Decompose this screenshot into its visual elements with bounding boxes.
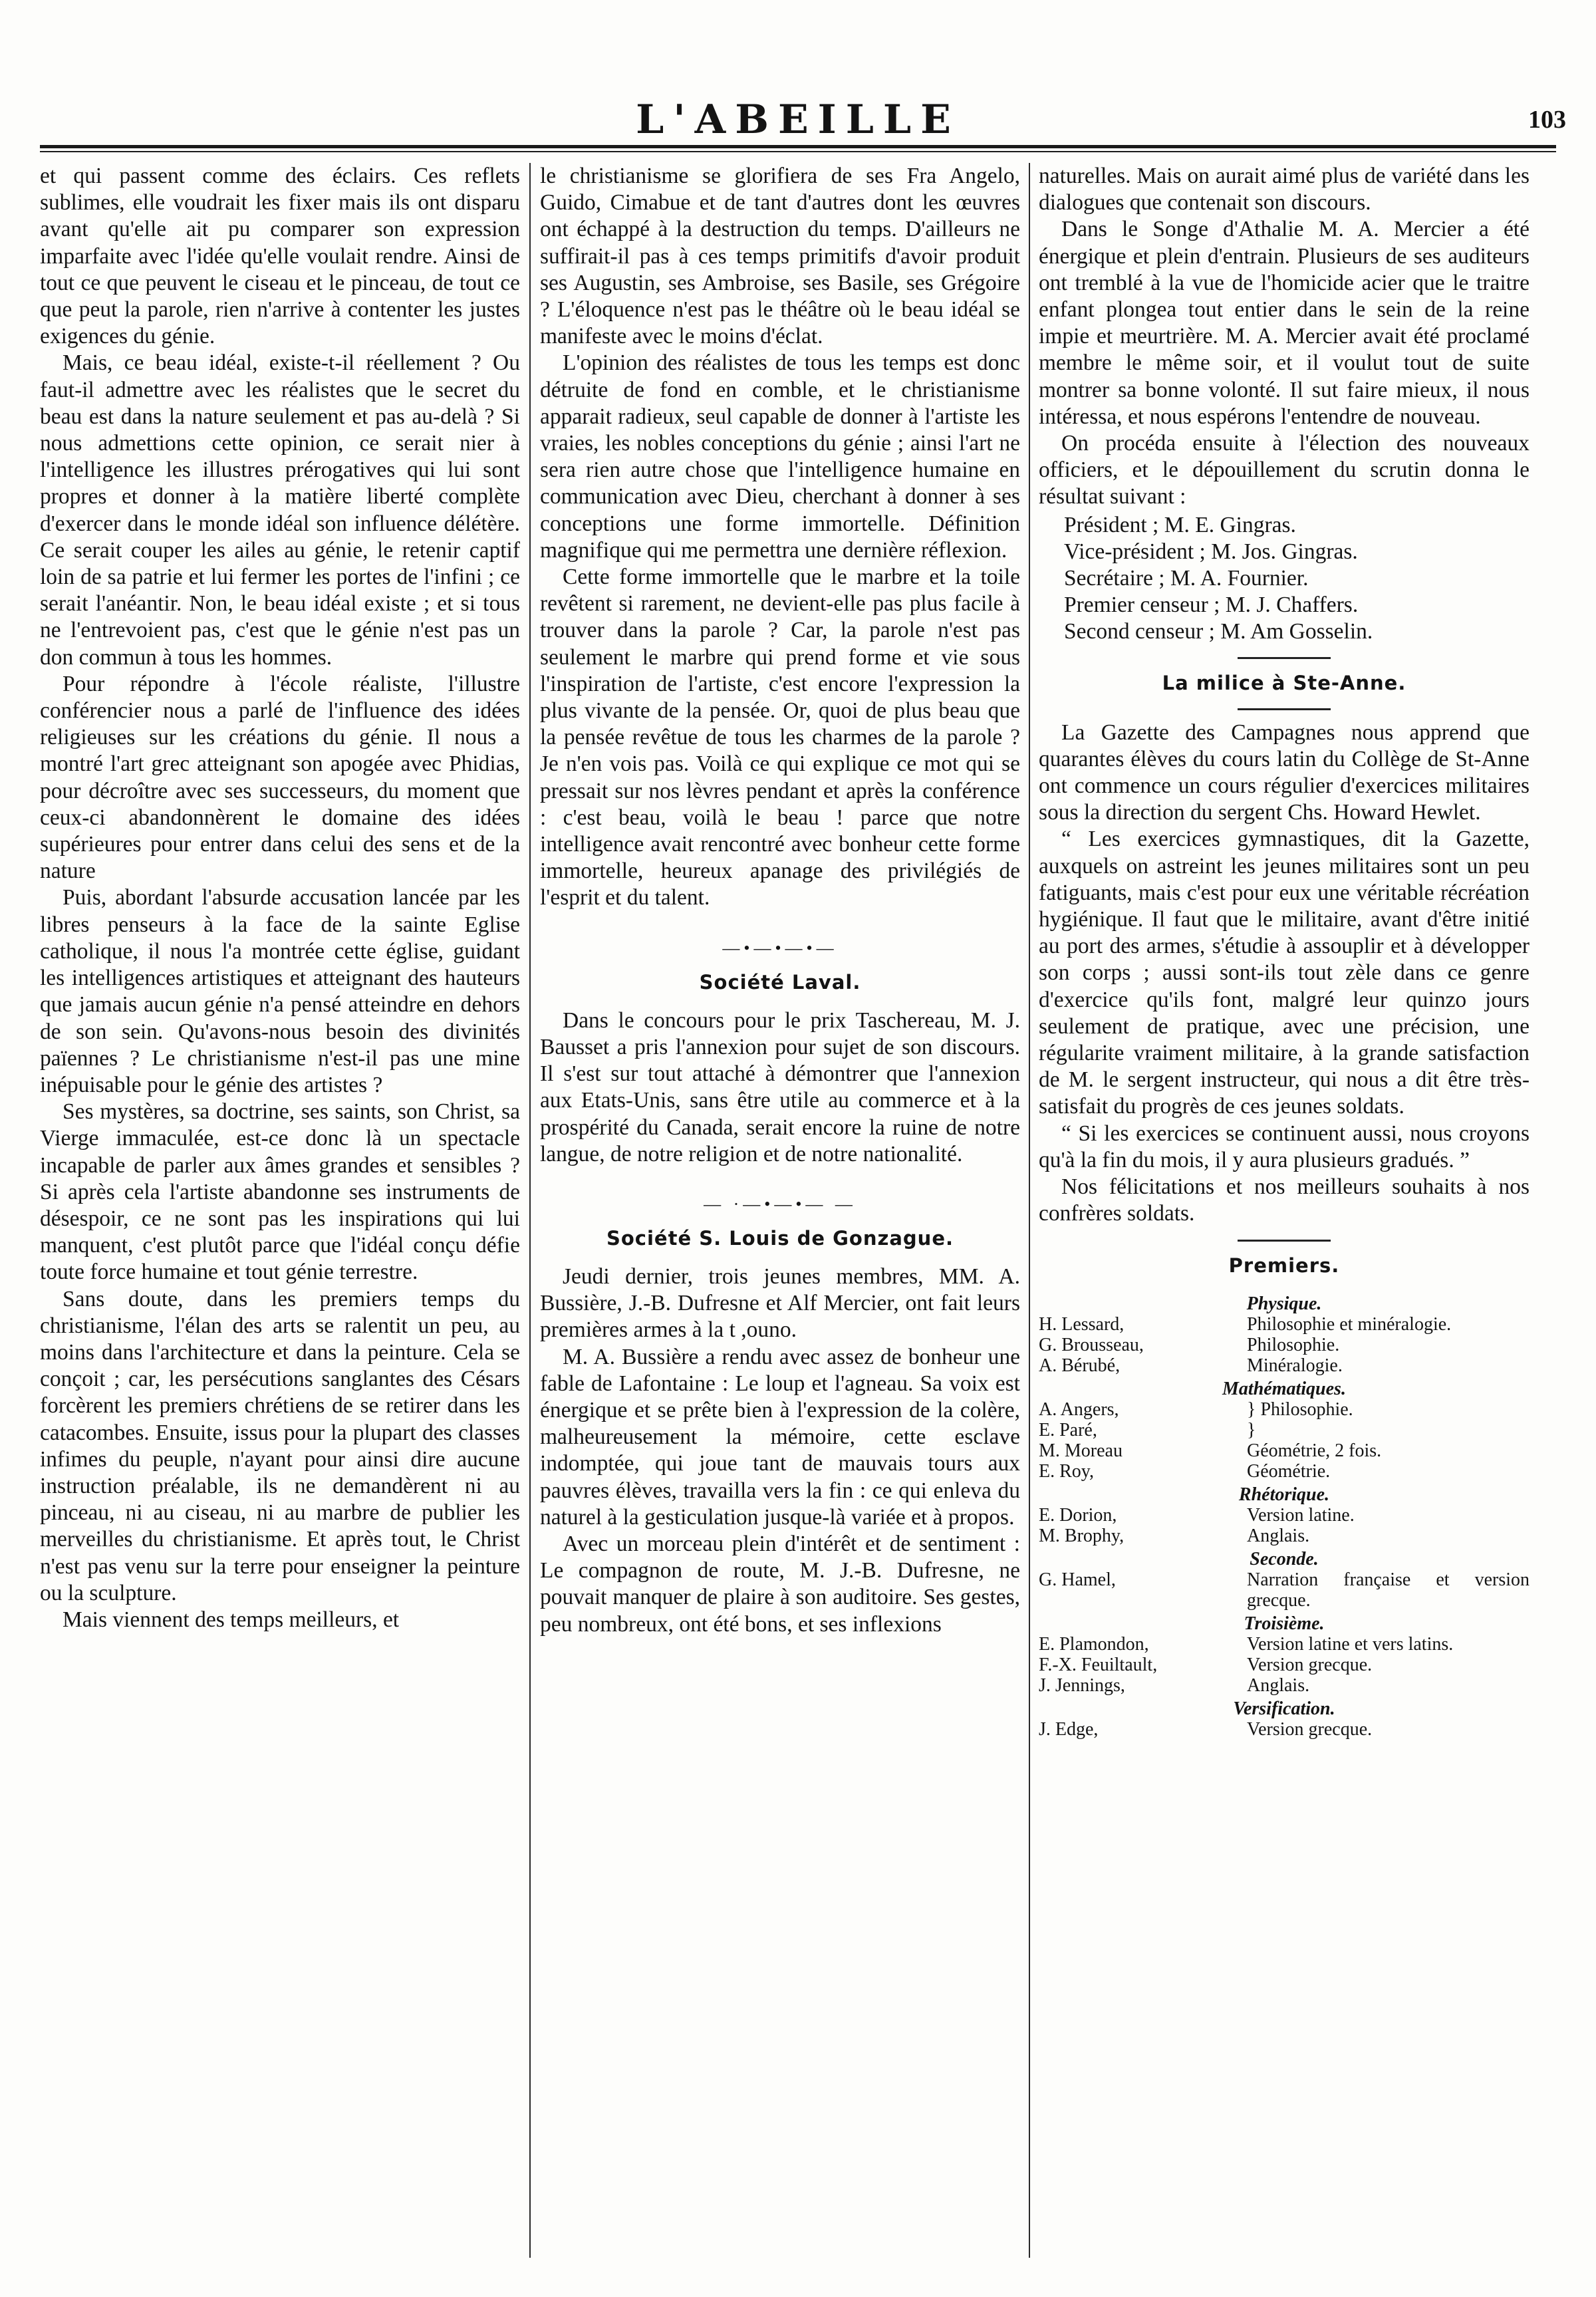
paragraph: Dans le concours pour le prix Taschereau, M. J. Bausset a pris l'annexion pour sujet de son discours. Il s'est sur tout attaché à démontrer que l'annexion aux Etats-Unis, sans être utile au commerce et à la prospérité du Canada, serait encore la ruine de notre langue, de notre religion et de notre nationalité.: [540, 1008, 1020, 1166]
paragraph: et qui passent comme des éclairs. Ces reflets sublimes, elle voudrait les fixer mais ils ont disparu avant qu'elle ait pu comparer son expression imparfaite avec l'idée qu'elle voulait rendre. Ainsi de tout ce que peuvent le ciseau et le pinceau, de tout ce que peut la parole, rien n'arrive à contenter les justes exigences du génie.: [40, 164, 520, 349]
paragraph: naturelles. Mais on aurait aimé plus de variété dans les dialogues que contenait son discours.: [1039, 164, 1530, 215]
column-divider: [1029, 163, 1030, 2258]
officer-entry: Secrétaire ; M. A. Fournier.: [1064, 565, 1309, 591]
officer-entry: Vice-président ; M. Jos. Gingras.: [1064, 539, 1358, 564]
premiers-row: [1039, 1314, 1530, 1335]
student-name: J. Edge,: [1039, 1718, 1099, 1740]
paragraph: le christianisme se glorifiera de ses Fra Angelo, Guido, Cimabue et de tant d'autres dont les œuvres ont échappé à la destruction du temps. D'ailleurs ne suffirait-il pas à ces temps primitifs d'avoir produit ses Augustin, ses Ambroise, ses Basile, ses Grégoire ? L'éloquence n'est pas le théâtre où le beau idéal se manifeste avec le moins d'éclat.: [540, 164, 1020, 349]
page-number: 103: [1528, 106, 1566, 134]
student-name: E. Paré,: [1039, 1419, 1097, 1440]
student-name: E. Plamondon,: [1039, 1633, 1149, 1655]
paragraph: Puis, abordant l'absurde accusation lancée par les libres penseurs à la face de la sainte Eglise catholique, il nous l'a montrée cette église, guidant les intelligences artistiques et atteignant des hauteurs que jamais aucun génie n'a pensé atteindre en dehors de son sein. Qu'avons-nous besoin des divinités païennes ? Le christianisme n'est-il pas une mine inépuisable pour le génie des artistes ?: [40, 885, 520, 1097]
prize-subject: Narration française et version grecque.: [1247, 1569, 1530, 1611]
paragraph: Jeudi dernier, trois jeunes membres, MM. A. Bussière, J.-B. Dufresne et Alf Mercier, ont fait leurs premières armes à la t ,ouno.: [540, 1264, 1020, 1343]
paragraph: M. A. Bussière a rendu avec assez de bonheur une fable de Lafontaine : Le loup et l'agneau. Sa voix est énergique et se prête bien à l'expression de la colère, malheureusement la mémoire, cette esclave indomptée, qui joue tant de mauvais tours aux pauvres élèves, travailla vers la fin : ce qui enleva du naturel à la gesticulation jusque-là variée et à propos.: [540, 1344, 1020, 1530]
paragraph: Mais viennent des temps meilleurs, et: [63, 1607, 400, 1632]
prize-subject: Anglais.: [1247, 1525, 1310, 1546]
student-name: H. Lessard,: [1039, 1313, 1125, 1335]
premiers-row: [1039, 1634, 1530, 1655]
student-name: A. Angers,: [1039, 1399, 1119, 1420]
premiers-section-row: [1039, 1546, 1530, 1569]
prize-subject: } Philosophie.: [1247, 1399, 1353, 1420]
premiers-section-row: [1039, 1482, 1530, 1505]
paragraph: Cette forme immortelle que le marbre et la toile revêtent si rarement, ne devient-elle pas plus facile à trouver dans la parole ? Car, la parole n'est pas seulement le marbre qui prend forme et vie sous l'inspiration de l'artiste, c'est encore l'expression la plus vivante de la pensée. Or, quoi de plus beau que la pensée revêtue de tous les charmes de la parole ? Je n'en vois pas. Voilà ce qui explique ce mot qui se pressait sur nos lèvres pendant et après la conférence : c'est beau, voilà le beau ! parce que notre intelligence avait rencontré avec bonheur cette forme immortelle, heureux apanage des privilégiés de l'esprit et du talent.: [540, 565, 1020, 910]
premiers-section-row: [1039, 1611, 1530, 1634]
student-name: M. Moreau: [1039, 1440, 1123, 1461]
premiers-row: [1039, 1655, 1530, 1675]
heading-societe-laval: Société Laval.: [699, 970, 861, 994]
officer-entry: Second censeur ; M. Am Gosselin.: [1064, 618, 1373, 644]
premiers-row: [1039, 1569, 1530, 1611]
paragraph: On procéda ensuite à l'élection des nouveaux officiers, et le dépouillement du scrutin donna le résultat suivant :: [1039, 431, 1530, 509]
paragraph: Avec un morceau plein d'intérêt et de sentiment : Le compagnon de route, M. J.-B. Dufresne, ne pouvait manquer de plaire à son auditoire. Ses gestes, peu nombreux, ont été bons, et ses inflexions: [540, 1531, 1020, 1637]
paragraph: La Gazette des Campagnes nous apprend que quarantes élèves du cours latin du Collège de St-Anne ont commence un cours régulier d'exercices militaires sous la direction du sergent Chs. Howard Hewlet.: [1039, 720, 1530, 825]
premiers-row: [1039, 1505, 1530, 1526]
student-name: F.-X. Feuiltault,: [1039, 1654, 1158, 1675]
header-rule: [40, 145, 1556, 148]
paragraph: Nos félicitations et nos meilleurs souhaits à nos confrères soldats.: [1039, 1174, 1530, 1226]
prize-subject: Géométrie, 2 fois.: [1247, 1440, 1382, 1461]
running-head: [0, 96, 1596, 143]
premiers-section-label: Physique.: [1246, 1293, 1322, 1314]
premiers-section-label: Versification.: [1233, 1698, 1335, 1719]
paragraph: “ Si les exercices se continuent aussi, nous croyons qu'à la fin du mois, il y aura plusieurs gradués. ”: [1039, 1121, 1530, 1172]
header-rule-thin: [40, 151, 1556, 152]
paragraph: Ses mystères, sa doctrine, ses saints, son Christ, sa Vierge immaculée, est-ce donc là un spectacle incapable de parler aux âmes grandes et sensibles ? Si après cela l'artiste abandonne ses instruments de désespoir, ce ne sont pas les inspirations qui lui manquent, c'est plutôt parce que l'idéal conçu défie toute force humaine et tout génie terrestre.: [40, 1099, 520, 1285]
officer-entry: Président ; M. E. Gingras.: [1064, 512, 1296, 537]
student-name: G. Hamel,: [1039, 1569, 1116, 1590]
section-rule: [1238, 708, 1331, 710]
section-ornament: —•—•—•—: [722, 938, 838, 958]
student-name: M. Brophy,: [1039, 1525, 1125, 1546]
premiers-row: [1039, 1719, 1530, 1740]
paragraph: L'opinion des réalistes de tous les temps est donc détruite de fond en comble, et le christianisme apparait radieux, seul capable de donner à l'artiste les vraies, les nobles conceptions du génie ; ainsi l'art ne sera rien autre chose que l'intelligence humaine en communication avec Dieu, cherchant à donner à ses conceptions une forme immortelle. Définition magnifique qui me permettra une dernière réflexion.: [540, 350, 1020, 563]
paragraph: Sans doute, dans les premiers temps du christianisme, l'élan des arts se ralentit un peu, au moins dans l'architecture et dans la peinture. Cela se conçoit ; car, les persécutions sanglantes des Césars forcèrent les premiers chrétiens de se retirer dans les catacombes. Ensuite, issus pour la plupart des classes infimes du peuple, n'ayant pour ainsi dire aucune instruction préalable, ils ne demandèrent ni au pinceau, ni au ciseau, ni au marbre de publier les merveilles du christianisme. Et après tout, le Christ n'est pas venu sur la terre pour enseigner la peinture ou la sculpture.: [40, 1286, 520, 1605]
heading-premiers: Premiers.: [1228, 1254, 1340, 1277]
premiers-row: [1039, 1675, 1530, 1696]
premiers-section-row: [1039, 1696, 1530, 1719]
heading-milice: La milice à Ste-Anne.: [1162, 671, 1406, 694]
student-name: E. Dorion,: [1039, 1504, 1117, 1526]
premiers-section-label: Seconde.: [1250, 1548, 1319, 1569]
premiers-row: [1039, 1420, 1530, 1440]
column-3: [1039, 163, 1530, 2258]
heading-societe-gonzague: Société S. Louis de Gonzague.: [606, 1226, 954, 1250]
column-1: [40, 163, 520, 2258]
officers-list: [1039, 512, 1530, 645]
paragraph: Pour répondre à l'école réaliste, l'illustre conférencier nous a parlé de l'influence des idées religieuses sur les créations du génie. Il nous a montré l'art grec atteignant son apogée avec Phidias, pour décroître avec ses successeurs, du moment que ceux-ci abandonnèrent le domaine des idées supérieures pour entrer dans celui des sens et de la nature: [40, 671, 520, 884]
prize-subject: Philosophie.: [1247, 1334, 1340, 1355]
prize-subject: Géométrie.: [1247, 1460, 1331, 1482]
prize-subject: Version grecque.: [1247, 1718, 1373, 1740]
premiers-row: [1039, 1355, 1530, 1376]
student-name: G. Brousseau,: [1039, 1334, 1144, 1355]
premiers-section-row: [1039, 1376, 1530, 1399]
student-name: A. Bérubé,: [1039, 1355, 1121, 1376]
column-2: [540, 163, 1020, 2258]
prize-subject: Version grecque.: [1247, 1654, 1373, 1675]
premiers-section-label: Rhétorique.: [1238, 1484, 1330, 1505]
masthead-title: L'ABEILLE: [636, 96, 960, 143]
premiers-table: [1039, 1291, 1530, 1740]
section-rule: [1238, 657, 1331, 659]
premiers-row: [1039, 1526, 1530, 1546]
premiers-section-label: Mathématiques.: [1222, 1378, 1346, 1399]
premiers-section-row: [1039, 1291, 1530, 1314]
prize-subject: Version latine.: [1247, 1504, 1355, 1526]
prize-subject: Philosophie et minéralogie.: [1247, 1313, 1452, 1335]
prize-subject: Anglais.: [1247, 1675, 1310, 1696]
premiers-row: [1039, 1399, 1530, 1420]
column-divider: [529, 163, 531, 2258]
premiers-row: [1039, 1461, 1530, 1482]
premiers-row: [1039, 1335, 1530, 1355]
paragraph: Dans le Songe d'Athalie M. A. Mercier a été énergique et plein d'entrain. Plusieurs de ses auditeurs ont tremblé à la vue de l'homicide acier que le traitre enfant plongea tout entier dans le sein de la reine impie et meurtrière. M. A. Mercier avait été proclamé membre le même soir, et il voulut tout de suite montrer sa bonne volonté. Il sut faire mieux, il nous intéressa, et nous espérons l'entendre de nouveau.: [1039, 217, 1530, 429]
paragraph: Mais, ce beau idéal, existe-t-il réellement ? Ou faut-il admettre avec les réalistes que le secret du beau est dans la nature seulement et pas au-delà ? Si nous admettions cette opinion, ce serait nier à l'intelligence les illustres prérogatives qui lui sont propres et donner à la matière liberté complète d'exercer dans le monde idéal son influence délétère. Ce serait couper les ailes au génie, le retenir captif loin de sa patrie et lui fermer les portes de l'infini ; ce serait l'anéantir. Non, le beau idéal existe ; et si tous ne l'entrevoient pas, c'est que le génie n'est pas un don commun à tous les hommes.: [40, 350, 520, 670]
premiers-row: [1039, 1440, 1530, 1461]
student-name: E. Roy,: [1039, 1460, 1094, 1482]
premiers-section-label: Troisième.: [1244, 1613, 1325, 1634]
officer-entry: Premier censeur ; M. J. Chaffers.: [1064, 592, 1359, 617]
student-name: J. Jennings,: [1039, 1675, 1125, 1696]
section-rule: [1238, 1240, 1331, 1242]
prize-subject: }: [1247, 1419, 1256, 1440]
prize-subject: Minéralogie.: [1247, 1355, 1343, 1376]
prize-subject: Version latine et vers latins.: [1247, 1633, 1454, 1655]
paragraph: “ Les exercices gymnastiques, dit la Gazette, auxquels on astreint les jeunes militaires sont un peu fatiguants, mais c'est pour eux une véritable récréation hygiénique. Il faut que le militaire, avant d'être initié au port des armes, s'étudie à assouplir et à développer son corps ; aussi sont-ils tout zèle dans ce genre d'exercice qu'ils font, malgré leur quinzo jours seulement de pratique, avec une précision, une régularite vraiment militaire, à la grande satisfaction de M. le sergent instructeur, qui nous a dit être très-satisfait du progrès de ces jeunes soldats.: [1039, 827, 1530, 1119]
section-ornament: — ·—•—•— —: [704, 1194, 857, 1214]
